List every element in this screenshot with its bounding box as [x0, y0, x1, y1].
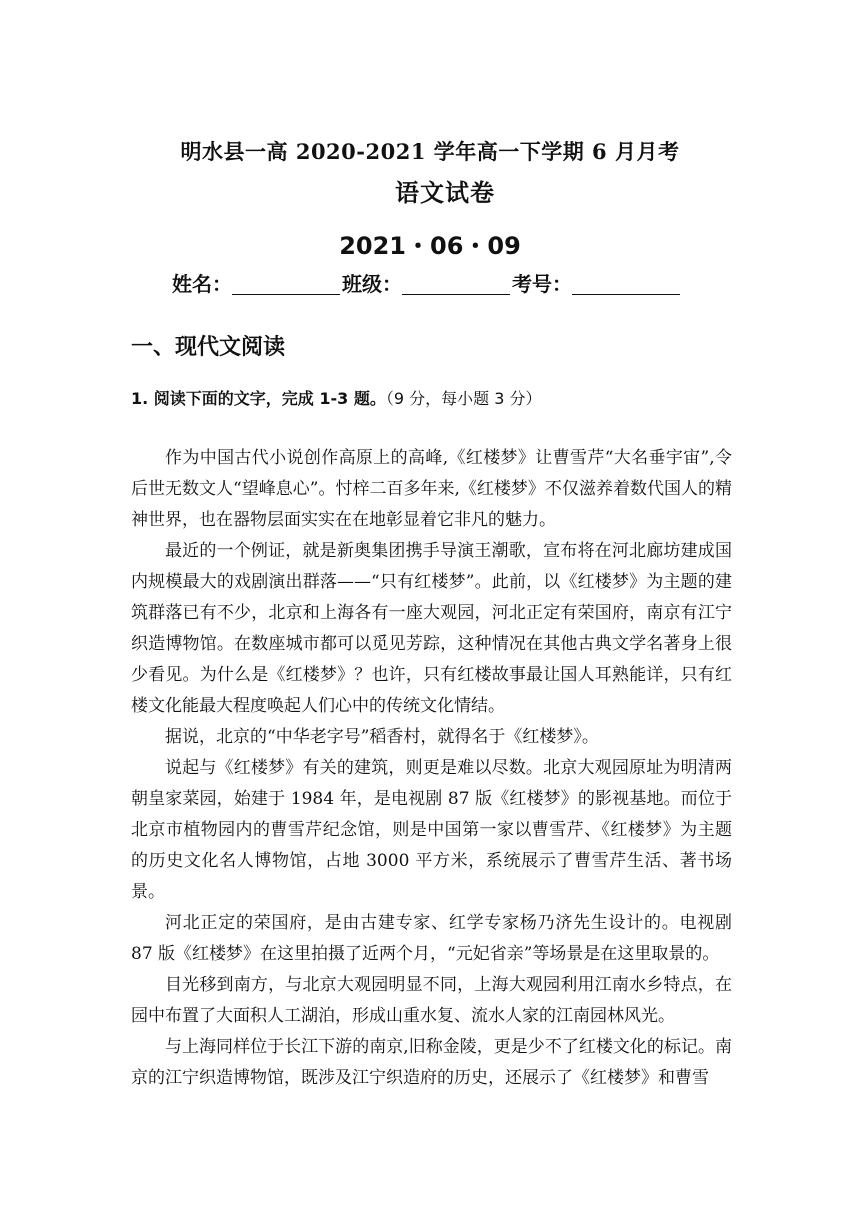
reading-passage	[131, 443, 732, 1094]
number-blank[interactable]	[572, 274, 680, 295]
passage-paragraph: 说起与《红楼梦》有关的建筑，则更是难以尽数。北京大观园原址为明清两朝皇家菜园，始建于 1984 年，是电视剧 87 版《红楼梦》的影视基地。而位于北京市植物园内的曹雪芹纪念馆，则是中国第一家以曹雪芹、《红楼梦》为主题的历史文化名人博物馆，占地 3000 平方米，系统展示了曹雪芹生活、著书场景。	[131, 758, 732, 902]
class-blank[interactable]	[402, 274, 510, 295]
passage-paragraph: 河北正定的荣国府，是由古建专家、红学专家杨乃济先生设计的。电视剧 87 版《红楼梦》在这里拍摄了近两个月，“元妃省亲”等场景是在这里取景的。	[131, 913, 732, 964]
exam-subject: 语文试卷	[395, 178, 495, 207]
passage-paragraph: 目光移到南方，与北京大观园明显不同，上海大观园利用江南水乡特点，在园中布置了大面积人工湖泊，形成山重水复、流水人家的江南园林风光。	[131, 975, 732, 1026]
section-heading: 一、现代文阅读	[131, 335, 286, 360]
class-label: 班级：	[342, 272, 402, 296]
passage-paragraph: 最近的一个例证，就是新奥集团携手导演王潮歌，宣布将在河北廊坊建成国内规模最大的戏剧演出群落——“只有红楼梦”。此前，以《红楼梦》为主题的建筑群落已有不少，北京和上海各有一座大观园，河北正定有荣国府，南京有江宁织造博物馆。在数座城市都可以觅见芳踪，这种情况在其他古典文学名著身上很少看见。为什么是《红楼梦》？也许，只有红楼故事最让国人耳熟能详，只有红楼文化能最大程度唤起人们心中的传统文化情结。	[131, 541, 732, 716]
number-label: 考号：	[512, 272, 572, 296]
name-blank[interactable]	[232, 274, 340, 295]
question-prompt	[131, 386, 541, 409]
passage-paragraph: 与上海同样位于长江下游的南京,旧称金陵，更是少不了红楼文化的标记。南京的江宁织造博物馆，既涉及江宁织造府的历史，还展示了《红楼梦》和曹雪	[131, 1037, 732, 1088]
name-label: 姓名：	[172, 272, 232, 296]
student-info-fields	[172, 268, 682, 297]
question-score-note: （9 分，每小题 3 分）	[385, 389, 542, 408]
passage-paragraph: 据说，北京的“中华老字号”稻香村，就得名于《红楼梦》。	[165, 727, 599, 747]
passage-paragraph: 作为中国古代小说创作高原上的高峰,《红楼梦》让曹雪芹“大名垂宇宙”,令后世无数文人“望峰息心”。忖梓二百多年来,《红楼梦》不仅滋养着数代国人的精神世界，也在器物层面实实在在地彰显着它非凡的魅力。	[131, 448, 732, 530]
exam-date: 2021・06・09	[339, 232, 521, 260]
exam-title: 明水县一高 2020-2021 学年高一下学期 6 月月考	[180, 139, 680, 164]
question-text: 1. 阅读下面的文字，完成 1-3 题。	[131, 389, 386, 408]
